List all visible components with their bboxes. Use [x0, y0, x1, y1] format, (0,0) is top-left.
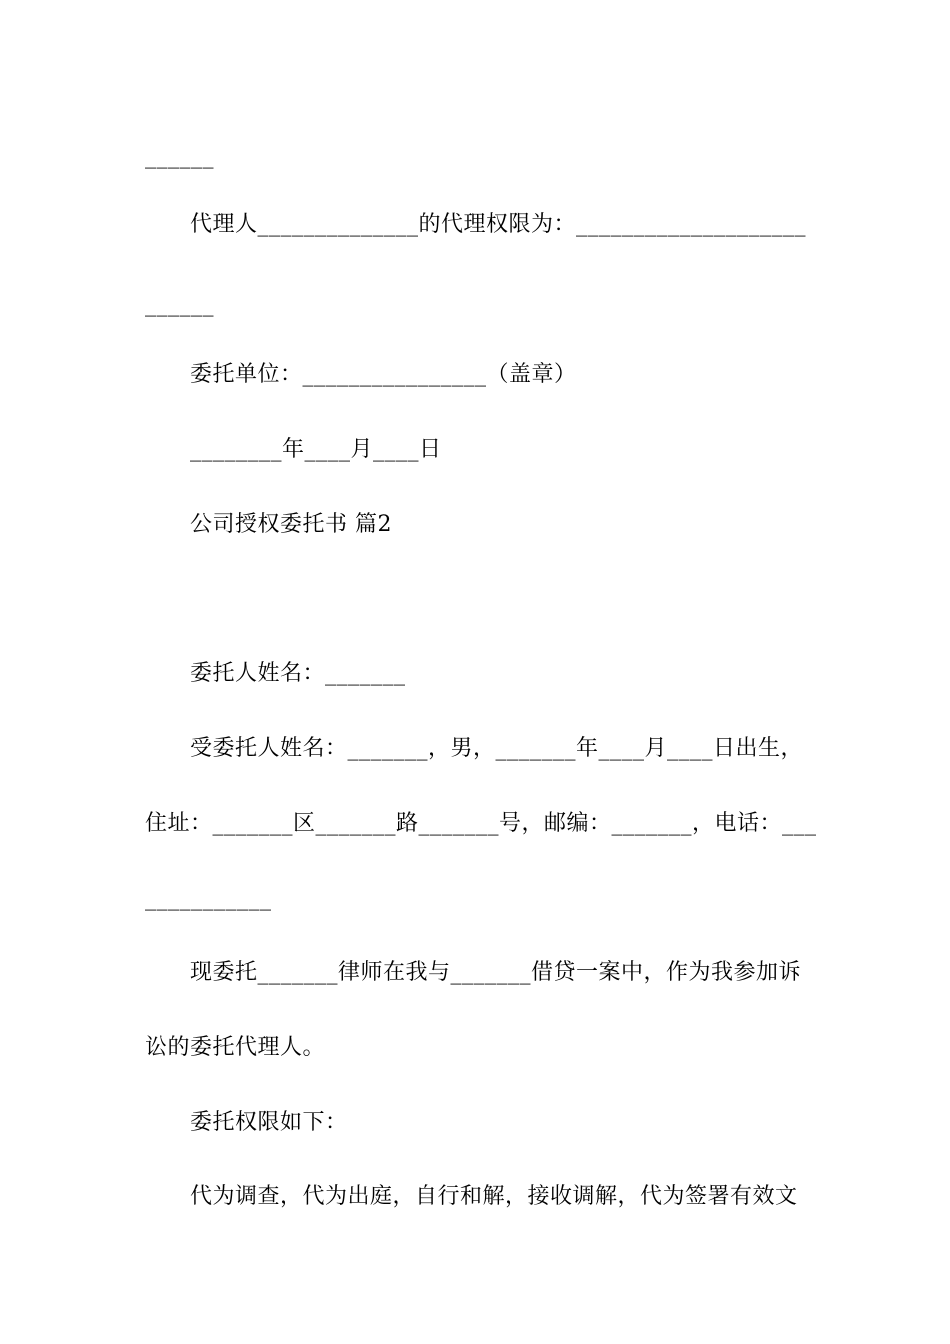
agent-info-line: 受委托人姓名：_______，男，_______年____月____日出生，: [190, 736, 804, 761]
phone-continuation-line: ___________: [145, 886, 272, 911]
address-line: 住址：_______区_______路_______号，邮编：_______，电话：___: [145, 811, 817, 836]
blank-underline-continuation: ______: [145, 144, 214, 169]
section-title: 公司授权委托书 篇2: [190, 512, 392, 537]
entrustment-statement-line: 现委托_______律师在我与_______借贷一案中，作为我参加诉: [190, 960, 802, 985]
authority-heading: 委托权限如下：: [190, 1110, 348, 1135]
date-line: ________年____月____日: [190, 437, 442, 462]
agent-authority-line: 代理人______________的代理权限为：____________________: [190, 212, 807, 237]
entrusting-unit-line: 委托单位：________________（盖章）: [190, 362, 577, 387]
blank-underline-continuation-2: ______: [145, 292, 214, 317]
principal-name-line: 委托人姓名：_______: [190, 661, 406, 686]
authority-details-line: 代为调查，代为出庭，自行和解，接收调解，代为签署有效文: [190, 1184, 798, 1209]
entrustment-statement-continuation: 讼的委托代理人。: [145, 1035, 326, 1060]
